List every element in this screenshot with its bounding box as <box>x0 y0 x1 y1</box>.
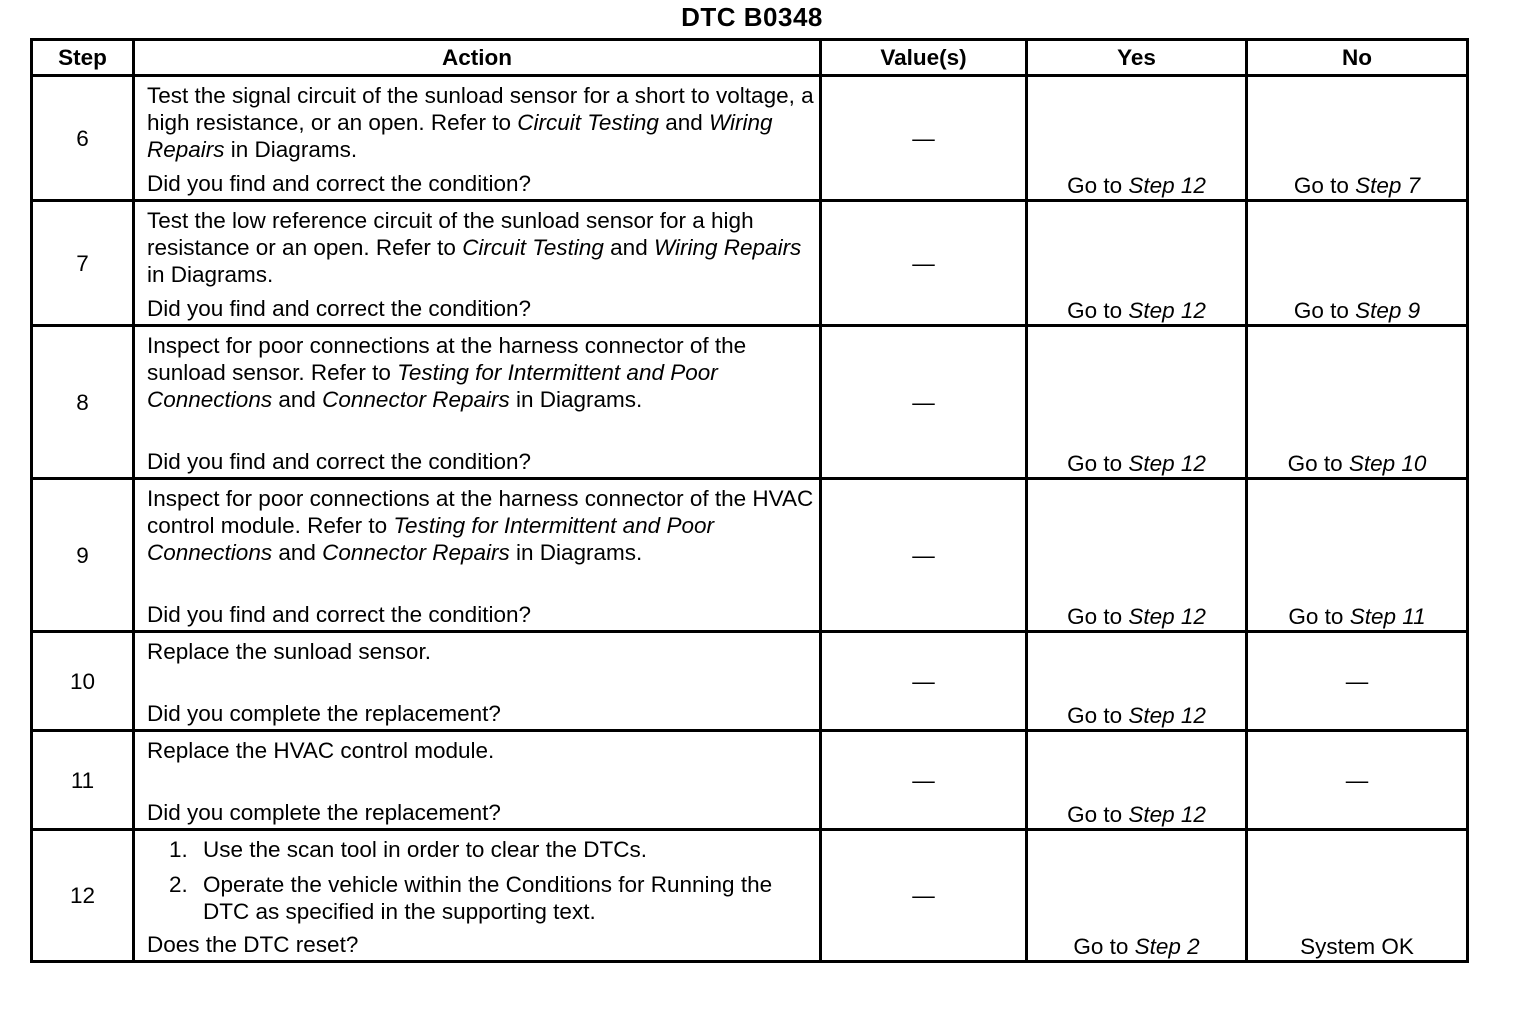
action-cell <box>134 326 821 479</box>
value-cell: — <box>821 830 1027 962</box>
header-yes: Yes <box>1027 40 1247 76</box>
diagnostic-table <box>30 38 1469 963</box>
value-cell: — <box>821 632 1027 731</box>
reference-link[interactable]: Wiring Repairs <box>653 235 802 260</box>
header-step: Step <box>32 40 134 76</box>
header-action: Action <box>134 40 821 76</box>
no-cell: Go to Step 9 <box>1247 201 1468 326</box>
action-cell <box>134 731 821 830</box>
table-row <box>32 76 1468 201</box>
step-link[interactable]: Step 12 <box>1128 173 1206 198</box>
reference-link[interactable]: Connector Repairs <box>322 387 510 412</box>
yes-cell: Go to Step 12 <box>1027 731 1247 830</box>
table-row <box>32 479 1468 632</box>
step-link[interactable]: Step 7 <box>1355 173 1421 198</box>
action-cell <box>134 76 821 201</box>
action-cell <box>134 479 821 632</box>
step-link[interactable]: Step 12 <box>1128 802 1206 827</box>
action-cell <box>134 830 821 962</box>
action-question: Did you find and correct the condition? <box>147 296 531 321</box>
table-row <box>32 632 1468 731</box>
step-link[interactable]: Step 11 <box>1349 604 1426 629</box>
yes-cell: Go to Step 12 <box>1027 632 1247 731</box>
table-row <box>32 326 1468 479</box>
step-link[interactable]: Step 10 <box>1348 451 1427 476</box>
yes-cell: Go to Step 12 <box>1027 326 1247 479</box>
step-link[interactable]: Step 12 <box>1128 451 1206 476</box>
step-link[interactable]: Step 9 <box>1355 298 1421 323</box>
value-cell: — <box>821 731 1027 830</box>
list-item: 2. Operate the vehicle within the Conditions for Running the DTC as specified in the supporting text. <box>169 872 773 924</box>
reference-link[interactable]: Circuit Testing <box>462 235 604 260</box>
step-number: 7 <box>32 201 134 326</box>
step-number: 8 <box>32 326 134 479</box>
header-no: No <box>1247 40 1468 76</box>
step-number: 6 <box>32 76 134 201</box>
action-cell <box>134 632 821 731</box>
yes-cell: Go to Step 2 <box>1027 830 1247 962</box>
reference-link[interactable]: Testing for Intermittent and Poor Connections <box>147 513 714 565</box>
table-row <box>32 201 1468 326</box>
reference-link[interactable]: Connector Repairs <box>322 540 510 565</box>
no-cell: Go to Step 10 <box>1247 326 1468 479</box>
step-number: 9 <box>32 479 134 632</box>
step-link[interactable]: Step 12 <box>1128 298 1206 323</box>
action-question: Did you find and correct the condition? <box>147 171 531 196</box>
action-question: Does the DTC reset? <box>147 932 359 957</box>
table-row <box>32 731 1468 830</box>
list-item: 1. Use the scan tool in order to clear the DTCs. <box>169 837 647 862</box>
step-number: 12 <box>32 830 134 962</box>
action-text: Inspect for poor connections at the harness connector of the sunload sensor. Refer to Testing for Intermittent and Poor Connections and Connector Repairs in Diagrams. <box>147 333 747 412</box>
action-question: Did you complete the replacement? <box>147 701 501 726</box>
step-number: 10 <box>32 632 134 731</box>
value-cell: — <box>821 479 1027 632</box>
action-question: Did you find and correct the condition? <box>147 449 531 474</box>
yes-cell: Go to Step 12 <box>1027 201 1247 326</box>
reference-link[interactable]: Wiring Repairs <box>147 110 773 162</box>
value-cell: — <box>821 76 1027 201</box>
value-cell: — <box>821 326 1027 479</box>
action-question: Did you find and correct the condition? <box>147 602 531 627</box>
reference-link[interactable]: Testing for Intermittent and Poor Connections <box>147 360 718 412</box>
header-values: Value(s) <box>821 40 1027 76</box>
reference-link[interactable]: Circuit Testing <box>517 110 659 135</box>
action-step-list <box>147 836 815 925</box>
step-link[interactable]: Step 12 <box>1128 703 1206 728</box>
page-title: DTC B0348 <box>681 2 823 32</box>
value-cell: — <box>821 201 1027 326</box>
action-text: Test the low reference circuit of the sunload sensor for a high resistance or an open. Refer to Circuit Testing and Wiring Repairs in Diagrams. <box>147 208 802 287</box>
yes-cell: Go to Step 12 <box>1027 76 1247 201</box>
step-number: 11 <box>32 731 134 830</box>
table-row <box>32 830 1468 962</box>
action-question: Did you complete the replacement? <box>147 800 501 825</box>
action-cell <box>134 201 821 326</box>
no-cell: Go to Step 11 <box>1247 479 1468 632</box>
yes-cell: Go to Step 12 <box>1027 479 1247 632</box>
no-cell: System OK <box>1247 830 1468 962</box>
action-text: Test the signal circuit of the sunload sensor for a short to voltage, a high resistance, or an open. Refer to Circuit Testing and Wiring Repairs in Diagrams. <box>147 83 814 162</box>
no-cell: — <box>1247 632 1468 731</box>
no-cell: — <box>1247 731 1468 830</box>
action-text: Replace the HVAC control module. <box>147 738 495 763</box>
no-cell: Go to Step 7 <box>1247 76 1468 201</box>
step-link[interactable]: Step 2 <box>1134 934 1200 959</box>
table-header-row <box>32 40 1468 76</box>
action-text: Inspect for poor connections at the harness connector of the HVAC control module. Refer to Testing for Intermittent and Poor Connections and Connector Repairs in Diagrams. <box>147 486 814 565</box>
action-text: Replace the sunload sensor. <box>147 639 431 664</box>
step-link[interactable]: Step 12 <box>1128 604 1206 629</box>
